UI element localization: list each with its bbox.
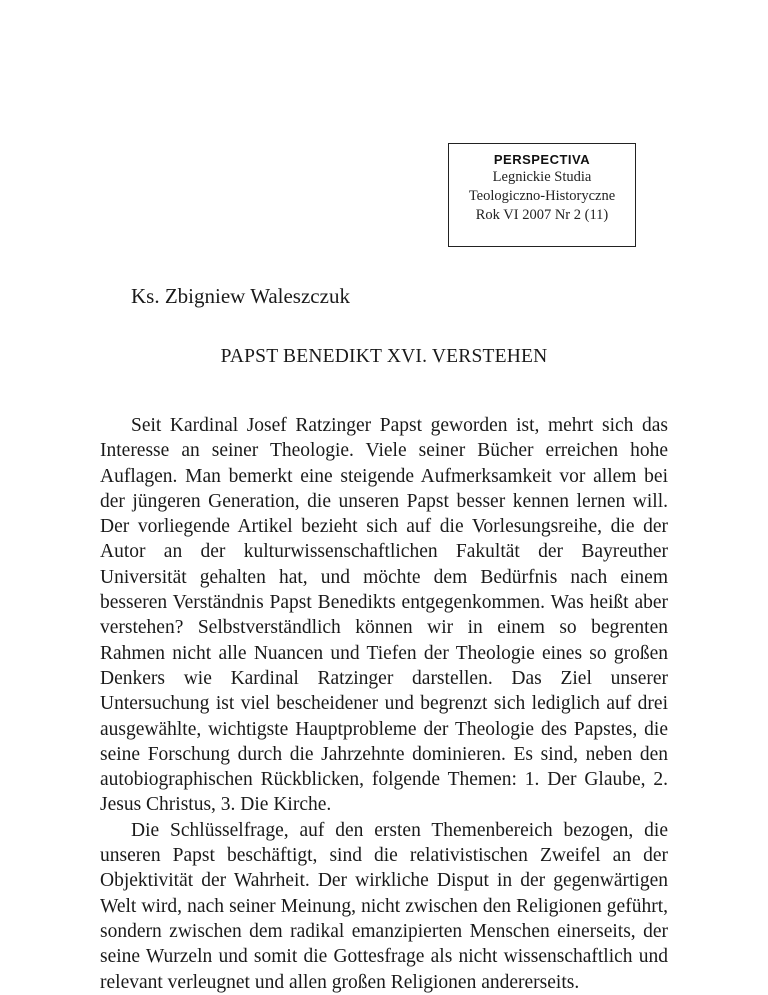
journal-info-box [448,143,636,247]
journal-issue: Rok VI 2007 Nr 2 (11) [475,207,609,223]
journal-subtitle-1: Legnickie Studia [492,169,592,185]
paragraph: Die Schlüsselfrage, auf den ersten Themenbereich bezogen, die unseren Papst beschäftigt, sind die relativistischen Zweifel an der Objektivität der Wahrheit. Der wirkliche Disput in der gegenwärtigen Welt wird, nach seiner Meinung, nicht zwischen den Religionen geführt, sondern zwischen dem radikal emanzipierten Menschen einerseits, der seine Wurzeln und somit die Gottesfrage als nicht wissenschaftlich und relevant verleugnet und allen großen Religionen andererseits. [100,819,668,993]
article-title: PAPST BENEDIKT XVI. VERSTEHEN [220,346,548,367]
paragraph: Seit Kardinal Josef Ratzinger Papst geworden ist, mehrt sich das Interesse an seiner Theologie. Viele seiner Bücher erreichen hohe Auflagen. Man bemerkt eine steigende Aufmerksamkeit vor allem bei der jüngeren Generation, die unseren Papst besser kennen lernen will. Der vorliegende Artikel bezieht sich auf die Vorlesungsreihe, die der Autor an der kulturwissenschaftlichen Fakultät der Bayreuther Universität gehalten hat, und möchte dem Bedürfnis nach einem besseren Verständnis Papst Benedikts entgegenkommen. Was heißt aber verstehen? Selbstverständlich können wir in einem so begrenten Rahmen nicht alle Nuancen und Tiefen der Theologie eines so großen Denkers wie Kardinal Ratzinger darstellen. Das Ziel unserer Untersuchung ist viel bescheidener und begrenzt sich lediglich auf drei ausgewählte, wichtigste Hauptprobleme der Theologie des Papstes, die seine Forschung durch die Jahrzehnte dominieren. Es sind, neben den autobiographischen Rückblicken, folgende Themen: 1. Der Glaube, 2. Jesus Christus, 3. Die Kirche. [100,415,668,816]
journal-logo: PERSPECTIVA [493,152,591,167]
article-author: Ks. Zbigniew Waleszczuk [131,284,350,308]
journal-subtitle-2: Teologiczno-Historyczne [468,188,616,204]
article-body [100,413,668,995]
